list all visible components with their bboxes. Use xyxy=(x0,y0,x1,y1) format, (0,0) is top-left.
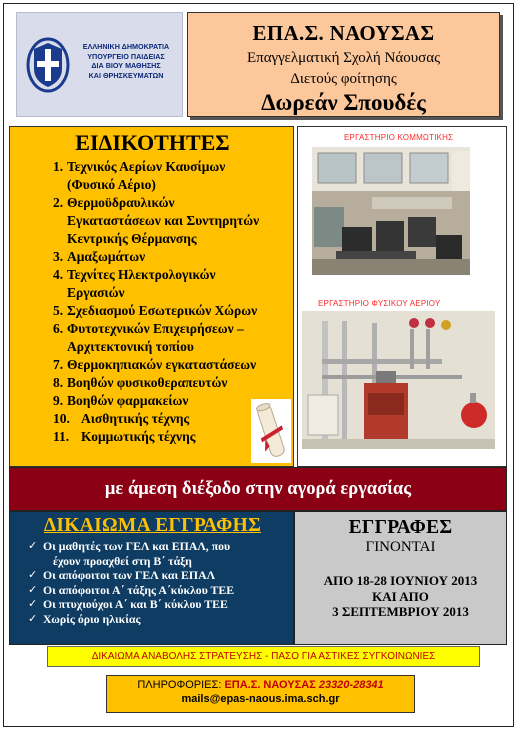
specialties-title: ΕΙΔΙΚΟΤΗΤΕΣ xyxy=(75,130,230,155)
photo-caption-natural-gas: ΕΡΓΑΣΤΗΡΙΟ ΦΥΣΙΚΟΥ ΑΕΡΙΟΥ xyxy=(318,299,441,308)
check-icon: ✓ xyxy=(28,539,38,552)
item-number: 8. xyxy=(53,375,64,390)
list-item xyxy=(53,356,293,374)
list-item xyxy=(28,597,288,612)
enrollment-rights-list xyxy=(28,539,288,626)
enrollment-date-september: 3 ΣΕΠΤΕΜΒΡΙΟΥ 2013 xyxy=(332,604,469,619)
item-text: Οι απόφοιτοι των ΓΕΛ και ΕΠΑΛ xyxy=(43,568,216,582)
item-text: Εργασιών xyxy=(67,285,125,300)
natural-gas-lab-photo xyxy=(302,311,495,449)
item-text: Οι απόφοιτοι Α΄ τάξης Α΄κύκλου ΤΕΕ xyxy=(43,582,235,597)
item-text: έχουν προαχθεί στη Β΄ τάξη xyxy=(53,553,192,568)
item-number: 3. xyxy=(53,249,64,264)
logo-line: ΔΙΑ ΒΙΟΥ ΜΑΘΗΣΗΣ xyxy=(91,61,161,70)
military-deferment-note: ΔΙΚΑΙΩΜΑ ΑΝΑΒΟΛΗΣ ΣΤΡΑΤΕΥΣΗΣ - ΠΑΣΟ ΓΙΑ ΑΣΤΙΚΕΣ ΣΥΓΚΟΙΝΩΝΙΕΣ xyxy=(47,646,480,667)
item-text: Χωρίς όριο ηλικίας xyxy=(43,611,141,626)
school-full-name: Επαγγελματική Σχολή Νάουσας xyxy=(246,50,441,66)
logo-line: ΥΠΟΥΡΓΕΙΟ ΠΑΙΔΕΙΑΣ xyxy=(87,51,165,61)
item-number: 11. xyxy=(53,429,70,444)
school-title-box xyxy=(187,12,500,117)
check-icon: ✓ xyxy=(28,582,38,596)
item-number: 9. xyxy=(53,393,64,408)
greek-emblem-icon xyxy=(25,35,71,95)
enrollment-rights-title: ΔΙΚΑΙΩΜΑ ΕΓΓΡΑΦΗΣ xyxy=(43,515,262,536)
item-text: Φυτοτεχνικών Επιχειρήσεων – xyxy=(67,321,244,336)
item-number: 7. xyxy=(53,357,64,372)
item-text: Κομμωτικής τέχνης xyxy=(81,429,196,444)
item-number: 2. xyxy=(53,195,64,210)
enrollment-period xyxy=(295,573,506,620)
enrollment-date-june: ΑΠΟ 18-28 ΙΟΥΝΙΟΥ 2013 xyxy=(323,573,478,588)
list-item xyxy=(28,583,288,598)
item-text: Κεντρικής Θέρμανσης xyxy=(67,231,197,246)
contact-info-box xyxy=(106,675,415,713)
school-title: ΕΠΑ.Σ. ΝΑΟΥΣΑΣ xyxy=(252,21,435,45)
item-text: (Φυσικό Αέριο) xyxy=(67,177,156,192)
list-item xyxy=(53,194,293,248)
enrollment-subtitle: ΓΙΝΟΝΤΑΙ xyxy=(365,539,436,555)
enrollment-rights-panel xyxy=(9,511,294,645)
item-number: 10. xyxy=(53,411,70,426)
check-icon: ✓ xyxy=(28,568,38,581)
enrollment-dates-panel xyxy=(294,511,507,645)
item-number: 4. xyxy=(53,267,64,282)
item-number: 5. xyxy=(53,303,64,318)
diploma-scroll-icon xyxy=(251,399,291,463)
item-text: Θερμοϋδραυλικών xyxy=(67,195,175,210)
item-text: Βοηθών φαρμακείων xyxy=(67,393,189,408)
list-item xyxy=(28,612,288,627)
info-school: ΕΠΑ.Σ. ΝΑΟΥΣΑΣ xyxy=(224,679,316,691)
item-text: Βοηθών φυσικοθεραπευτών xyxy=(67,375,228,390)
hairdressing-lab-image xyxy=(312,147,470,275)
item-number: 1. xyxy=(53,159,64,174)
ministry-logo xyxy=(16,12,183,117)
item-text: Τεχνίτες Ηλεκτρολογικών xyxy=(67,267,216,282)
list-item xyxy=(53,158,293,194)
check-icon: ✓ xyxy=(28,611,38,625)
info-label: ΠΛΗΡΟΦΟΡΙΕΣ: xyxy=(137,679,222,691)
item-text: Αρχιτεκτονική τοπίου xyxy=(67,339,194,354)
list-item xyxy=(53,302,293,320)
job-market-banner: με άμεση διέξοδο στην αγορά εργασίας xyxy=(9,467,507,511)
list-item xyxy=(53,266,293,302)
list-item xyxy=(53,320,293,356)
item-text: Οι πτυχιούχοι Α΄ και Β΄ κύκλου ΤΕΕ xyxy=(43,597,228,611)
item-text: Σχεδιασμού Εσωτερικών Χώρων xyxy=(67,303,258,318)
study-duration: Διετούς φοίτησης xyxy=(290,71,397,87)
photos-panel xyxy=(297,126,507,467)
item-text: Αισθητικής τέχνης xyxy=(81,411,190,426)
check-icon: ✓ xyxy=(28,597,38,610)
specialties-panel xyxy=(9,126,294,467)
photo-caption-hairdressing: ΕΡΓΑΣΤΗΡΙΟ ΚΟΜΜΩΤΙΚΗΣ xyxy=(344,133,454,142)
contact-line xyxy=(107,679,414,691)
item-text: Θερμοκηπιακών εγκαταστάσεων xyxy=(67,357,257,372)
enrollment-title: ΕΓΓΡΑΦΕΣ xyxy=(348,517,453,538)
logo-line: ΚΑΙ ΘΡΗΣΚΕΥΜΑΤΩΝ xyxy=(88,70,164,80)
list-item xyxy=(53,374,293,392)
logo-line: ΕΛΛΗΝΙΚΗ ΔΗΜΟΚΡΑΤΙΑ xyxy=(82,42,170,51)
free-studies: Δωρεάν Σπουδές xyxy=(261,90,426,115)
ministry-name xyxy=(73,42,179,80)
item-text: Τεχνικός Αερίων Καυσίμων xyxy=(67,159,226,174)
item-text: Οι μαθητές των ΓΕΛ και ΕΠΑΛ, που xyxy=(43,539,231,553)
natural-gas-lab-image xyxy=(302,311,495,449)
info-phone[interactable]: 23320-28341 xyxy=(318,679,384,691)
info-email[interactable]: mails@epas-naous.ima.sch.gr xyxy=(181,693,340,705)
item-number: 6. xyxy=(53,321,64,336)
enrollment-connector: ΚΑΙ ΑΠΟ xyxy=(372,588,429,604)
item-text: Εγκαταστάσεων και Συντηρητών xyxy=(67,213,260,228)
list-item xyxy=(28,568,288,583)
item-text: Αμαξωμάτων xyxy=(67,249,146,264)
list-item xyxy=(53,248,293,266)
hairdressing-lab-photo xyxy=(312,147,470,275)
list-item xyxy=(28,539,288,568)
